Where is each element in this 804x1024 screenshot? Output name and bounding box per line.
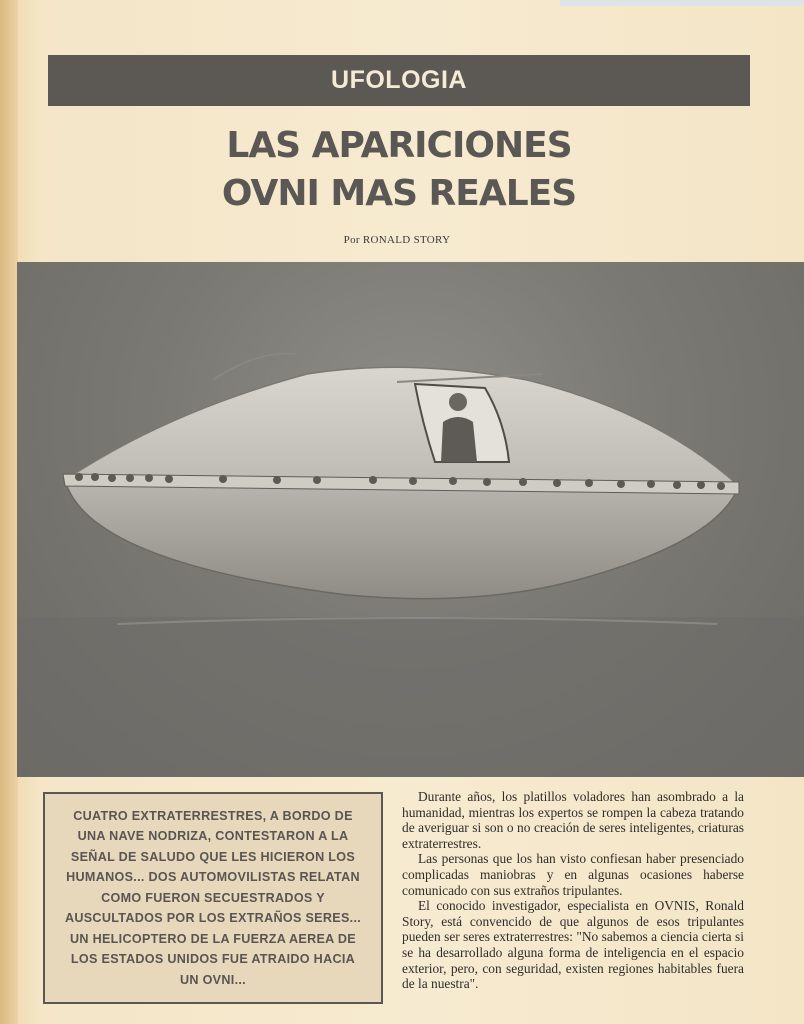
sidebar-pullquote: [43, 792, 383, 1004]
flying-saucer-illustration: [17, 262, 804, 777]
sidebar-text: CUATRO EXTRATERRESTRES, A BORDO DE UNA NAVE NODRIZA, CONTESTARON A LA SEÑAL DE SALUDO QUE LES HICIERON LOS HUMANOS... DOS AUTOMOVILISTAS RELATAN COMO FUERON SECUESTRADOS Y AUSCULTADOS POR LOS EXTRAÑOS SERES... UN HELICOPTERO DE LA FUERZA AEREA DE LOS ESTADOS UNIDOS FUE ATRAIDO HACIA UN OVNI...: [64, 808, 362, 987]
scan-edge: [560, 0, 804, 6]
section-banner: [48, 55, 750, 106]
article-paragraph-2: Las personas que los han visto confiesan haber presenciado complicadas maniobras y en algunas ocasiones haberse comunicado con sus extraños tripulantes.: [402, 851, 744, 898]
article-body: [402, 789, 744, 992]
article-headline: [0, 122, 804, 218]
byline: Por RONALD STORY: [343, 234, 451, 246]
article-paragraph-1: Durante años, los platillos voladores han asombrado a la humanidad, mientras los expertos se rompen la cabeza tratando de averiguar si son o no creación de seres inteligentes, criaturas extraterrestres.: [402, 789, 744, 851]
article-paragraph-3: El conocido investigador, especialista en OVNIS, Ronald Story, está convencido de que algunos de esos tripulantes pueden ser seres extraterrestres: "No sabemos a ciencia cierta si se ha desarrollado alguna forma de inteligencia en el espacio exterior, pero, con seguridad, existen regiones habitables fuera de la nuestra".: [402, 898, 744, 992]
headline-line-2: OVNI MAS REALES: [221, 173, 577, 214]
ufo-photo: [17, 262, 804, 777]
headline-line-1: LAS APARICIONES: [226, 125, 572, 166]
section-title: UFOLOGIA: [331, 66, 467, 94]
